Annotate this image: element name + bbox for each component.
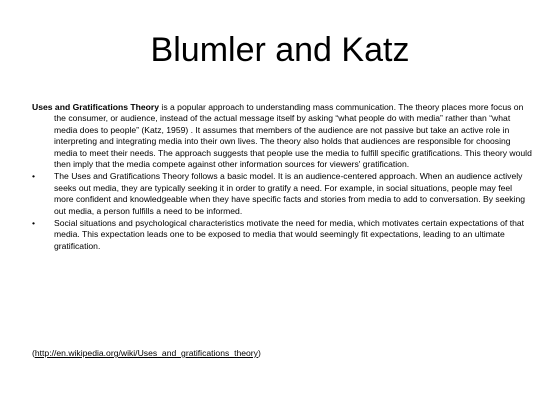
bullet-item <box>32 171 532 217</box>
theory-term: Uses and Gratifications Theory <box>32 102 160 112</box>
bullet-marker: • <box>32 171 36 182</box>
slide-title: Blumler and Katz <box>150 31 410 69</box>
source-link[interactable]: http://en.wikipedia.org/wiki/Uses_and_gratifications_theory <box>34 348 258 358</box>
slide-body <box>32 102 532 252</box>
source-citation <box>32 348 261 359</box>
source-open-paren: ( <box>32 348 35 358</box>
intro-paragraph <box>32 102 532 170</box>
bullet-marker: • <box>32 218 36 229</box>
bullet-text: Social situations and psychological characteristics motivate the need for media, which motivates certain expectations of that media. This expectation leads one to be exposed to media that would seemingly fit expectations, leading to an ultimate gratification. <box>54 218 525 251</box>
source-close-paren: ) <box>257 348 261 358</box>
bullet-text: The Uses and Gratifications Theory follows a basic model. It is an audience-centered approach. When an audience actively seeks out media, they are typically seeking it in order to gratify a need. For example, in social situations, people may feel more confident and knowledgeable when they have specific facts and stories from media to add to conversation. By seeking out media, a person fulfills a need to be informed. <box>54 171 526 216</box>
bullet-item <box>32 218 532 252</box>
intro-text: is a popular approach to understanding mass communication. The theory places more focus on the consumer, or audience, instead of the actual message itself by asking “what people do with media” rather than “what media does to people” (Katz, 1959) . It assumes that members of the audience are not passive but take an active role in interpreting and integrating media into their own lives. The theory also holds that audiences are responsible for choosing media to meet their needs. The approach suggests that people use the media to fulfill specific gratifications. This theory would then imply that the media compete against other information sources for viewers' gratification. <box>54 102 532 170</box>
